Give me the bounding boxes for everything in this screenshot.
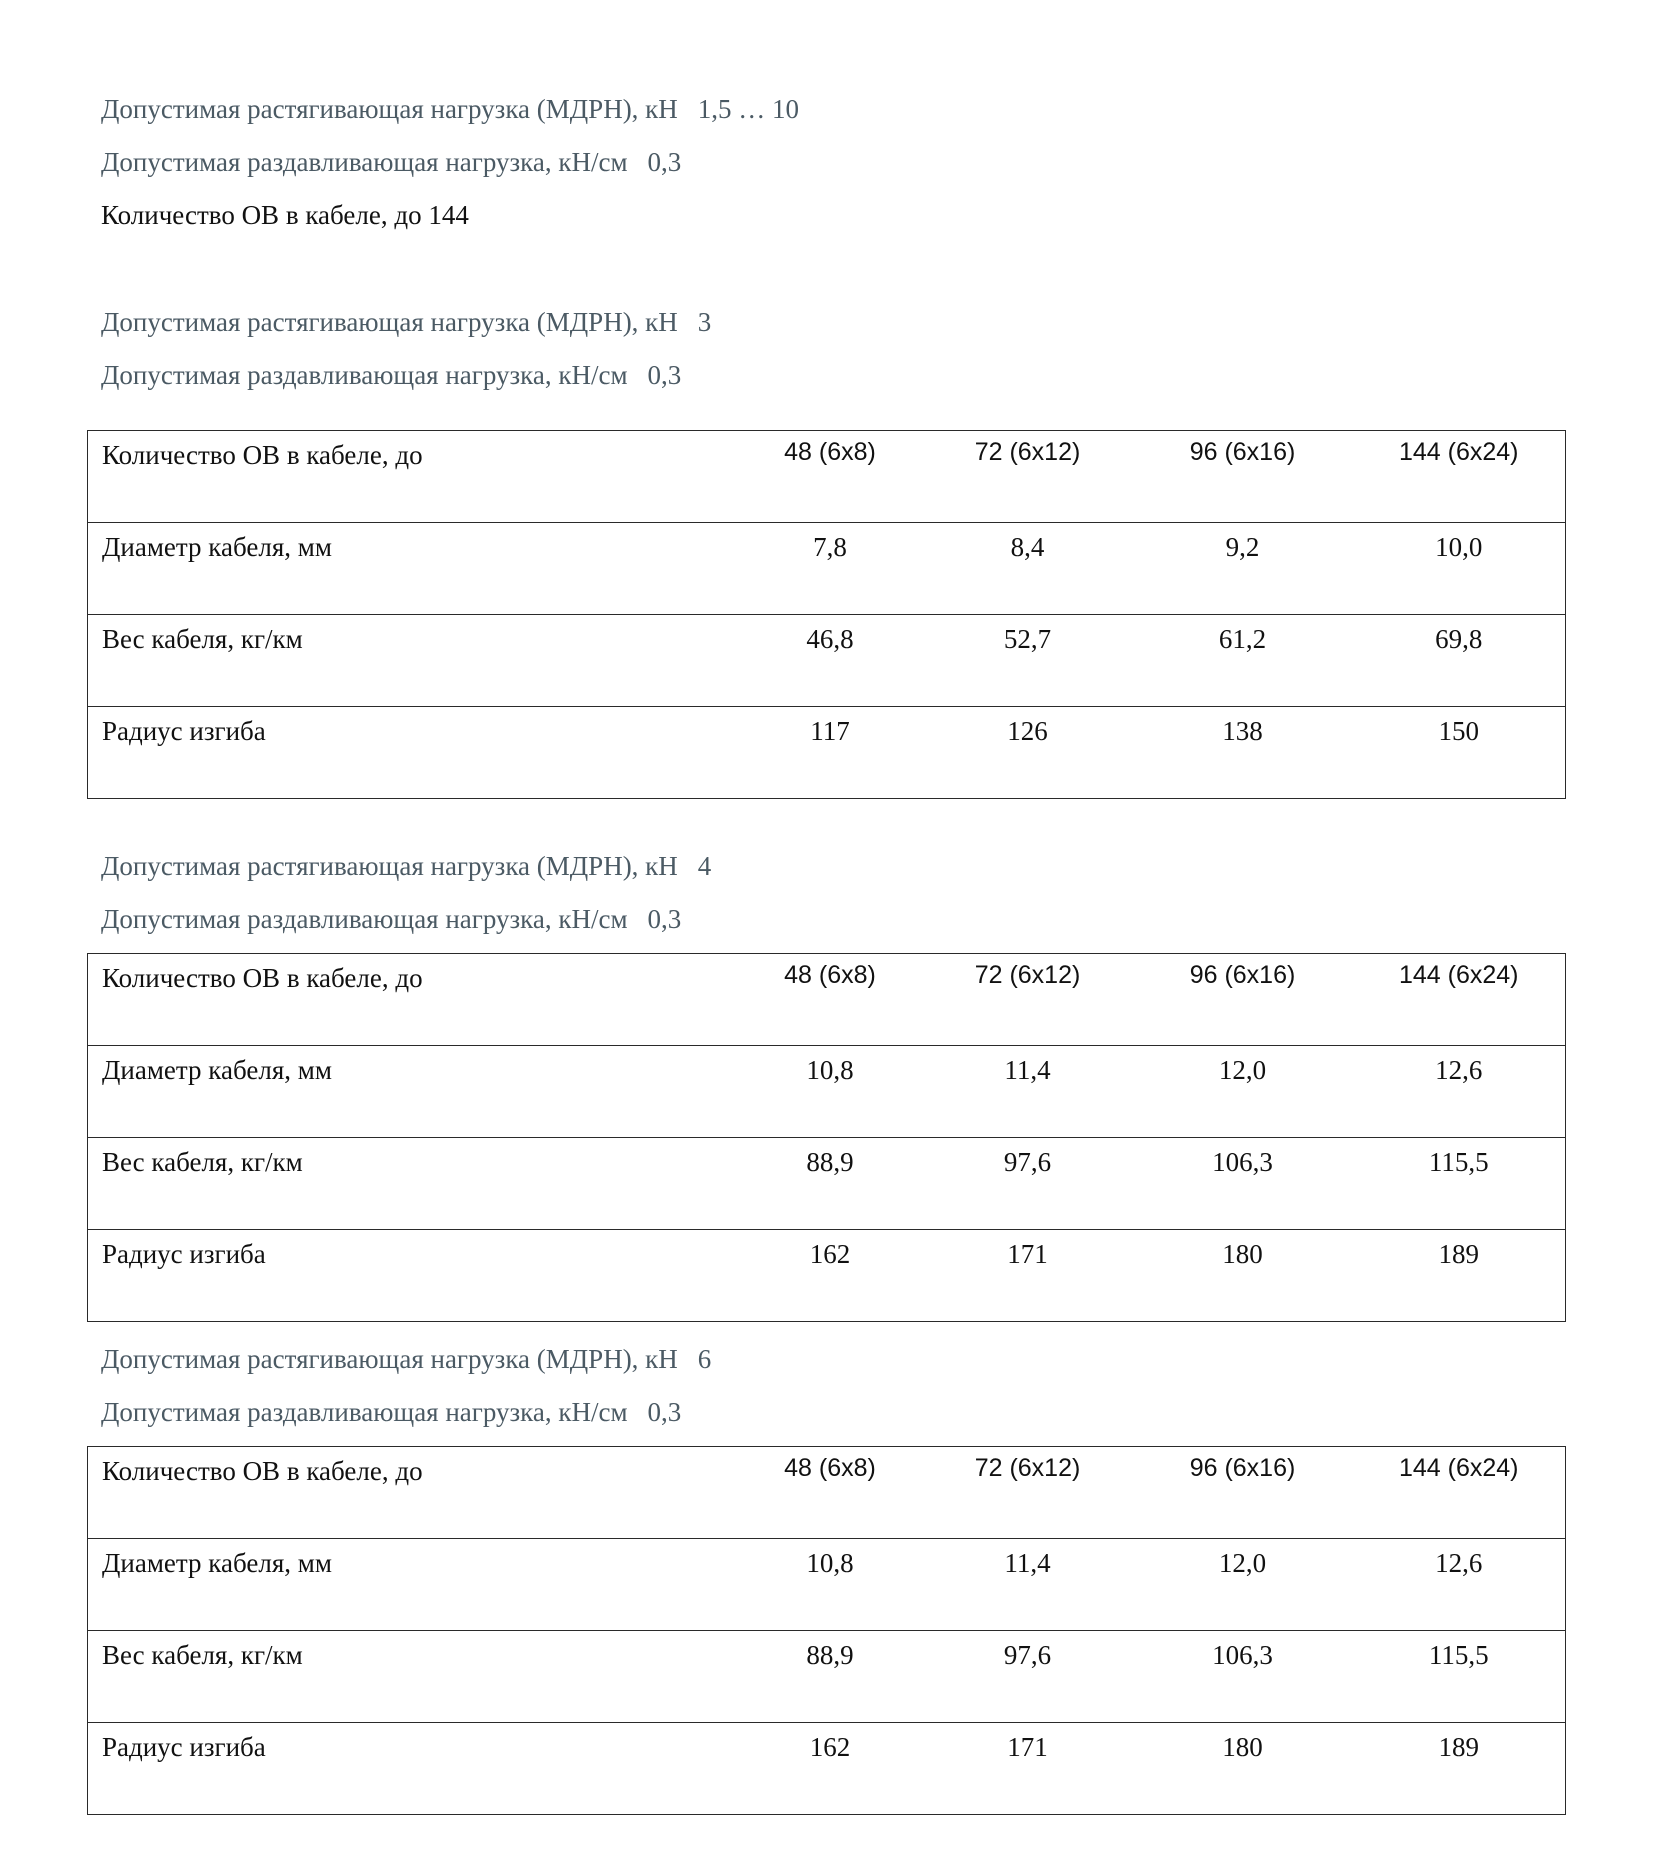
table-row [88,954,1566,1046]
tensile-load-line [101,849,711,883]
table-cell: 12,0 [1133,1046,1353,1138]
table-row [88,1723,1566,1815]
cable-spec-table [87,953,1566,1322]
table-cell: 52,7 [923,615,1133,707]
table-cell: 117 [738,707,923,799]
table-row [88,1631,1566,1723]
tensile-load-line [101,305,711,339]
row-label: Радиус изгиба [88,707,738,799]
table-cell: 115,5 [1353,1631,1566,1723]
table-cell: 138 [1133,707,1353,799]
table-cell: 46,8 [738,615,923,707]
cable-spec-table [87,430,1566,799]
row-label: Диаметр кабеля, мм [88,1539,738,1631]
table-row [88,615,1566,707]
table-cell: 10,0 [1353,523,1566,615]
table-cell: 69,8 [1353,615,1566,707]
table-cell: 11,4 [923,1046,1133,1138]
table-cell: 11,4 [923,1539,1133,1631]
row-label: Радиус изгиба [88,1230,738,1322]
crush-load-label: Допустимая раздавливающая нагрузка, кН/см [101,904,628,934]
table-cell: 10,8 [738,1046,923,1138]
table-cell: 9,2 [1133,523,1353,615]
crush-load-value: 0,3 [647,360,682,390]
tensile-load-label: Допустимая растягивающая нагрузка (МДРН), кН [101,94,678,124]
table-row [88,707,1566,799]
table-cell: 115,5 [1353,1138,1566,1230]
table-cell: 150 [1353,707,1566,799]
table-cell: 189 [1353,1230,1566,1322]
row-label: Вес кабеля, кг/км [88,615,738,707]
table-cell: 97,6 [923,1631,1133,1723]
table-row [88,1539,1566,1631]
crush-load-value: 0,3 [647,904,682,934]
row-label: Количество ОВ в кабеле, до [88,1447,738,1539]
table-cell: 72 (6x12) [923,954,1133,1046]
crush-load-line [101,1395,681,1429]
table-row [88,523,1566,615]
table-cell: 12,6 [1353,1046,1566,1138]
tensile-load-label: Допустимая растягивающая нагрузка (МДРН), кН [101,851,678,881]
table-cell: 162 [738,1230,923,1322]
crush-load-line [101,358,681,392]
tensile-load-label: Допустимая растягивающая нагрузка (МДРН), кН [101,307,678,337]
table-cell: 12,0 [1133,1539,1353,1631]
table-cell: 106,3 [1133,1631,1353,1723]
table-cell: 171 [923,1723,1133,1815]
table-cell: 162 [738,1723,923,1815]
crush-load-label: Допустимая раздавливающая нагрузка, кН/см [101,360,628,390]
crush-load-value: 0,3 [647,1397,682,1427]
row-label: Количество ОВ в кабеле, до [88,954,738,1046]
table-cell: 48 (6x8) [738,431,923,523]
crush-load-label: Допустимая раздавливающая нагрузка, кН/см [101,147,628,177]
table-cell: 171 [923,1230,1133,1322]
table-cell: 61,2 [1133,615,1353,707]
table-cell: 8,4 [923,523,1133,615]
crush-load-line [101,145,681,179]
crush-load-line [101,902,681,936]
tensile-load-value: 6 [697,1344,712,1374]
table-cell: 72 (6x12) [923,1447,1133,1539]
table-cell: 189 [1353,1723,1566,1815]
table-cell: 88,9 [738,1138,923,1230]
table-cell: 144 (6x24) [1353,431,1566,523]
fiber-count-line: Количество ОВ в кабеле, до 144 [101,200,469,230]
tensile-load-line [101,1342,711,1376]
table-cell: 144 (6x24) [1353,954,1566,1046]
table-cell: 144 (6x24) [1353,1447,1566,1539]
tensile-load-value: 1,5 … 10 [697,94,800,124]
table-cell: 12,6 [1353,1539,1566,1631]
table-cell: 72 (6x12) [923,431,1133,523]
table-cell: 126 [923,707,1133,799]
table-row [88,1046,1566,1138]
tensile-load-value: 4 [697,851,712,881]
row-label: Диаметр кабеля, мм [88,523,738,615]
table-cell: 88,9 [738,1631,923,1723]
table-row [88,1230,1566,1322]
cable-spec-table [87,1446,1566,1815]
table-cell: 7,8 [738,523,923,615]
tensile-load-value: 3 [697,307,712,337]
row-label: Вес кабеля, кг/км [88,1631,738,1723]
row-label: Радиус изгиба [88,1723,738,1815]
row-label: Количество ОВ в кабеле, до [88,431,738,523]
table-row [88,1447,1566,1539]
table-cell: 48 (6x8) [738,954,923,1046]
table-row [88,1138,1566,1230]
table-row [88,431,1566,523]
table-cell: 96 (6x16) [1133,431,1353,523]
crush-load-label: Допустимая раздавливающая нагрузка, кН/см [101,1397,628,1427]
table-cell: 48 (6x8) [738,1447,923,1539]
table-cell: 96 (6x16) [1133,1447,1353,1539]
crush-load-value: 0,3 [647,147,682,177]
row-label: Диаметр кабеля, мм [88,1046,738,1138]
table-cell: 10,8 [738,1539,923,1631]
table-cell: 106,3 [1133,1138,1353,1230]
tensile-load-label: Допустимая растягивающая нагрузка (МДРН), кН [101,1344,678,1374]
table-cell: 96 (6x16) [1133,954,1353,1046]
table-cell: 180 [1133,1723,1353,1815]
table-cell: 97,6 [923,1138,1133,1230]
table-cell: 180 [1133,1230,1353,1322]
row-label: Вес кабеля, кг/км [88,1138,738,1230]
tensile-load-line [101,92,799,126]
